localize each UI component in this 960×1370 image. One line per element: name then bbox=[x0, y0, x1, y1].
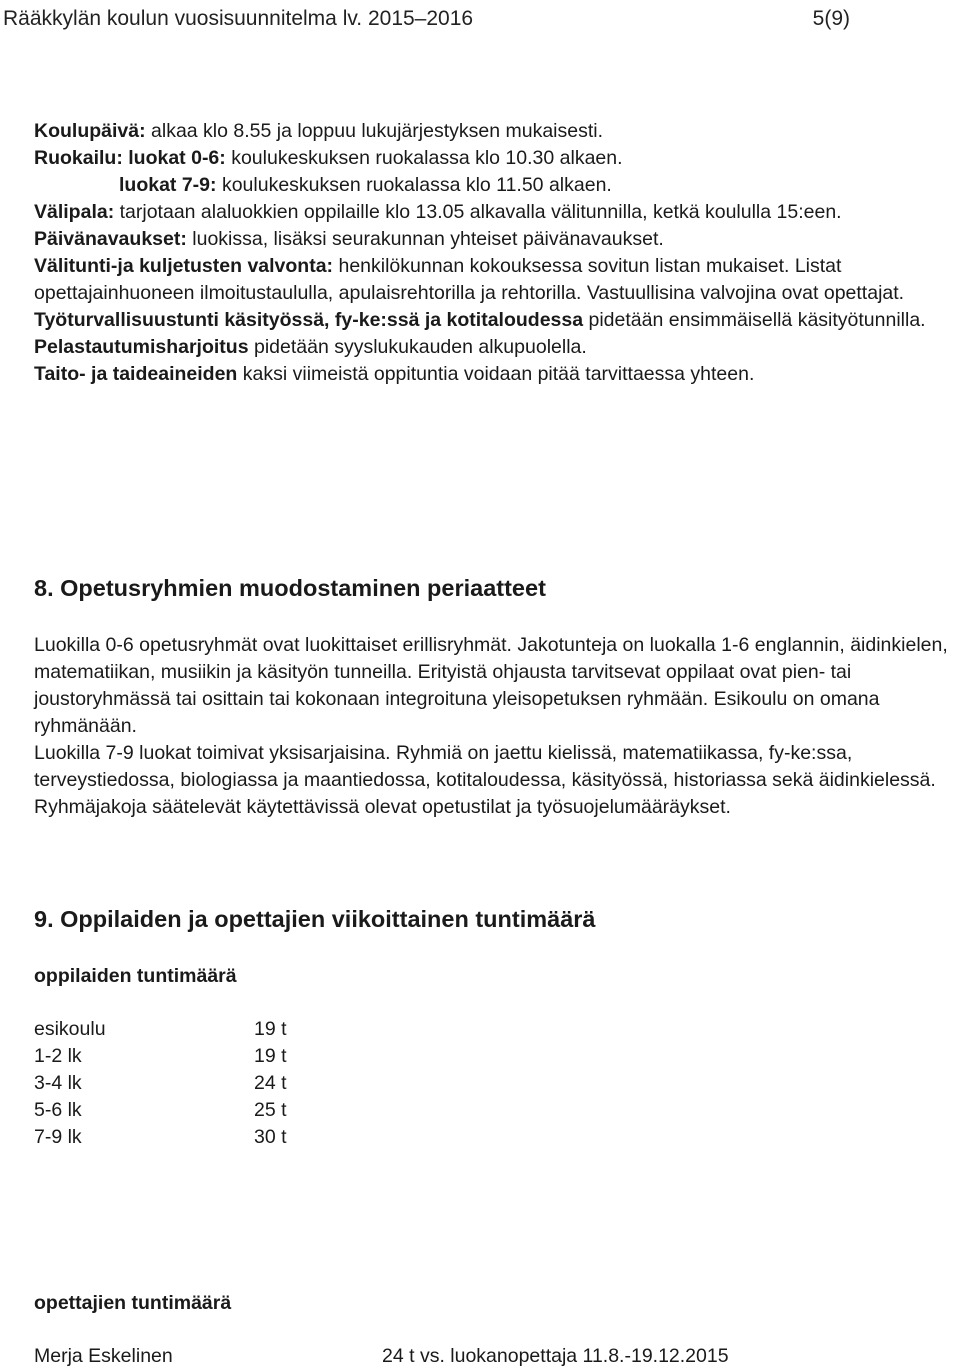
section-8-body bbox=[34, 632, 958, 821]
section-8-paragraph-1: Luokilla 0-6 opetusryhmät ovat luokittaiset erillisryhmät. Jakotunteja on luokalla 1-6 englannin, äidinkielen, matematiikan, musiikin ja käsityön tunneilla. Erityistä ohjausta tarvitsevat oppilaat ovat pien- tai joustoryhmässä tai osittain tai kokonaan integroituna yleisopetuksen ryhmään. Esikoulu on omana ryhmänään. bbox=[34, 634, 948, 737]
rescue-drill-line: Pelastautumisharjoitus pidetään syyslukukauden alkupuolella. bbox=[34, 336, 587, 358]
hours-value: 19 t bbox=[254, 1018, 287, 1040]
section-9 bbox=[34, 903, 958, 935]
arts-lessons-line: Taito- ja taideaineiden kaksi viimeistä oppituntia voidaan pitää tarvittaessa yhteen. bbox=[34, 363, 755, 385]
document-title: Rääkkylän koulun vuosisuunnitelma lv. 2015–2016 bbox=[3, 7, 474, 30]
snack-line: Välipala: tarjotaan alaluokkien oppilaille klo 13.05 alkavalla välitunnilla, ketkä koululla 15:een. bbox=[34, 201, 842, 223]
teacher-row bbox=[34, 1343, 958, 1370]
teachers-hours-heading: opettajien tuntimäärä bbox=[34, 1292, 232, 1314]
morning-assembly-line: Päivänavaukset: luokissa, lisäksi seurakunnan yhteiset päivänavaukset. bbox=[34, 228, 664, 250]
lunch-line-0-6: Ruokailu: luokat 0-6: koulukeskuksen ruokalassa klo 10.30 alkaen. bbox=[34, 147, 623, 169]
hours-value: 25 t bbox=[254, 1099, 287, 1121]
hours-value: 30 t bbox=[254, 1126, 287, 1148]
teachers-hours-heading-wrap bbox=[34, 1290, 958, 1317]
section-8 bbox=[34, 572, 958, 604]
safety-lesson-line: Työturvallisuustunti käsityössä, fy-ke:ssä ja kotitaloudessa pidetään ensimmäisellä käsityötunnilla. bbox=[34, 309, 926, 331]
lunch-line-7-9: luokat 7-9: koulukeskuksen ruokalassa klo 11.50 alkaen. bbox=[119, 174, 612, 196]
section-9-heading: 9. Oppilaiden ja opettajien viikoittainen tuntimäärä bbox=[34, 906, 596, 932]
section-8-heading: 8. Opetusryhmien muodostaminen periaatteet bbox=[34, 575, 546, 601]
hours-row bbox=[34, 1043, 958, 1070]
grade-label: 1-2 lk bbox=[34, 1045, 82, 1067]
teacher-name: Merja Eskelinen bbox=[34, 1345, 173, 1367]
students-hours-table bbox=[34, 1016, 958, 1151]
grade-label: 3-4 lk bbox=[34, 1072, 82, 1094]
teacher-detail: 24 t vs. luokanopettaja 11.8.-19.12.2015 bbox=[382, 1345, 729, 1367]
supervision-line: Välitunti-ja kuljetusten valvonta: henkilökunnan kokouksessa sovitun listan mukaiset. Listat opettajainhuoneen ilmoitustaululla, apulaisrehtorilla ja rehtorilla. Vastuullisina valvojina ovat opettajat. bbox=[34, 255, 905, 304]
students-hours-heading-wrap bbox=[34, 963, 958, 990]
teacher-entry bbox=[34, 1343, 958, 1370]
hours-row bbox=[34, 1097, 958, 1124]
page-number: 5(9) bbox=[812, 7, 850, 30]
grade-label: 5-6 lk bbox=[34, 1099, 82, 1121]
section-8-paragraph-2: Luokilla 7-9 luokat toimivat yksisarjaisina. Ryhmiä on jaettu kielissä, matematiikassa, fy-ke:ssa, terveystiedossa, biologiassa ja maantiedossa, kotitaloudessa, käsityössä, historiassa sekä äidinkielessä. Ryhmäjakoja säätelevät käytettävissä olevat opetustilat ja työsuojelumääräykset. bbox=[34, 742, 936, 818]
grade-label: esikoulu bbox=[34, 1018, 106, 1040]
hours-value: 19 t bbox=[254, 1045, 287, 1067]
hours-row bbox=[34, 1016, 958, 1043]
hours-row bbox=[34, 1070, 958, 1097]
students-hours-heading: oppilaiden tuntimäärä bbox=[34, 965, 237, 987]
hours-value: 24 t bbox=[254, 1072, 287, 1094]
hours-row bbox=[34, 1124, 958, 1151]
grade-label: 7-9 lk bbox=[34, 1126, 82, 1148]
school-day-line: Koulupäivä: alkaa klo 8.55 ja loppuu lukujärjestyksen mukaisesti. bbox=[34, 120, 604, 142]
school-day-section bbox=[34, 118, 958, 388]
